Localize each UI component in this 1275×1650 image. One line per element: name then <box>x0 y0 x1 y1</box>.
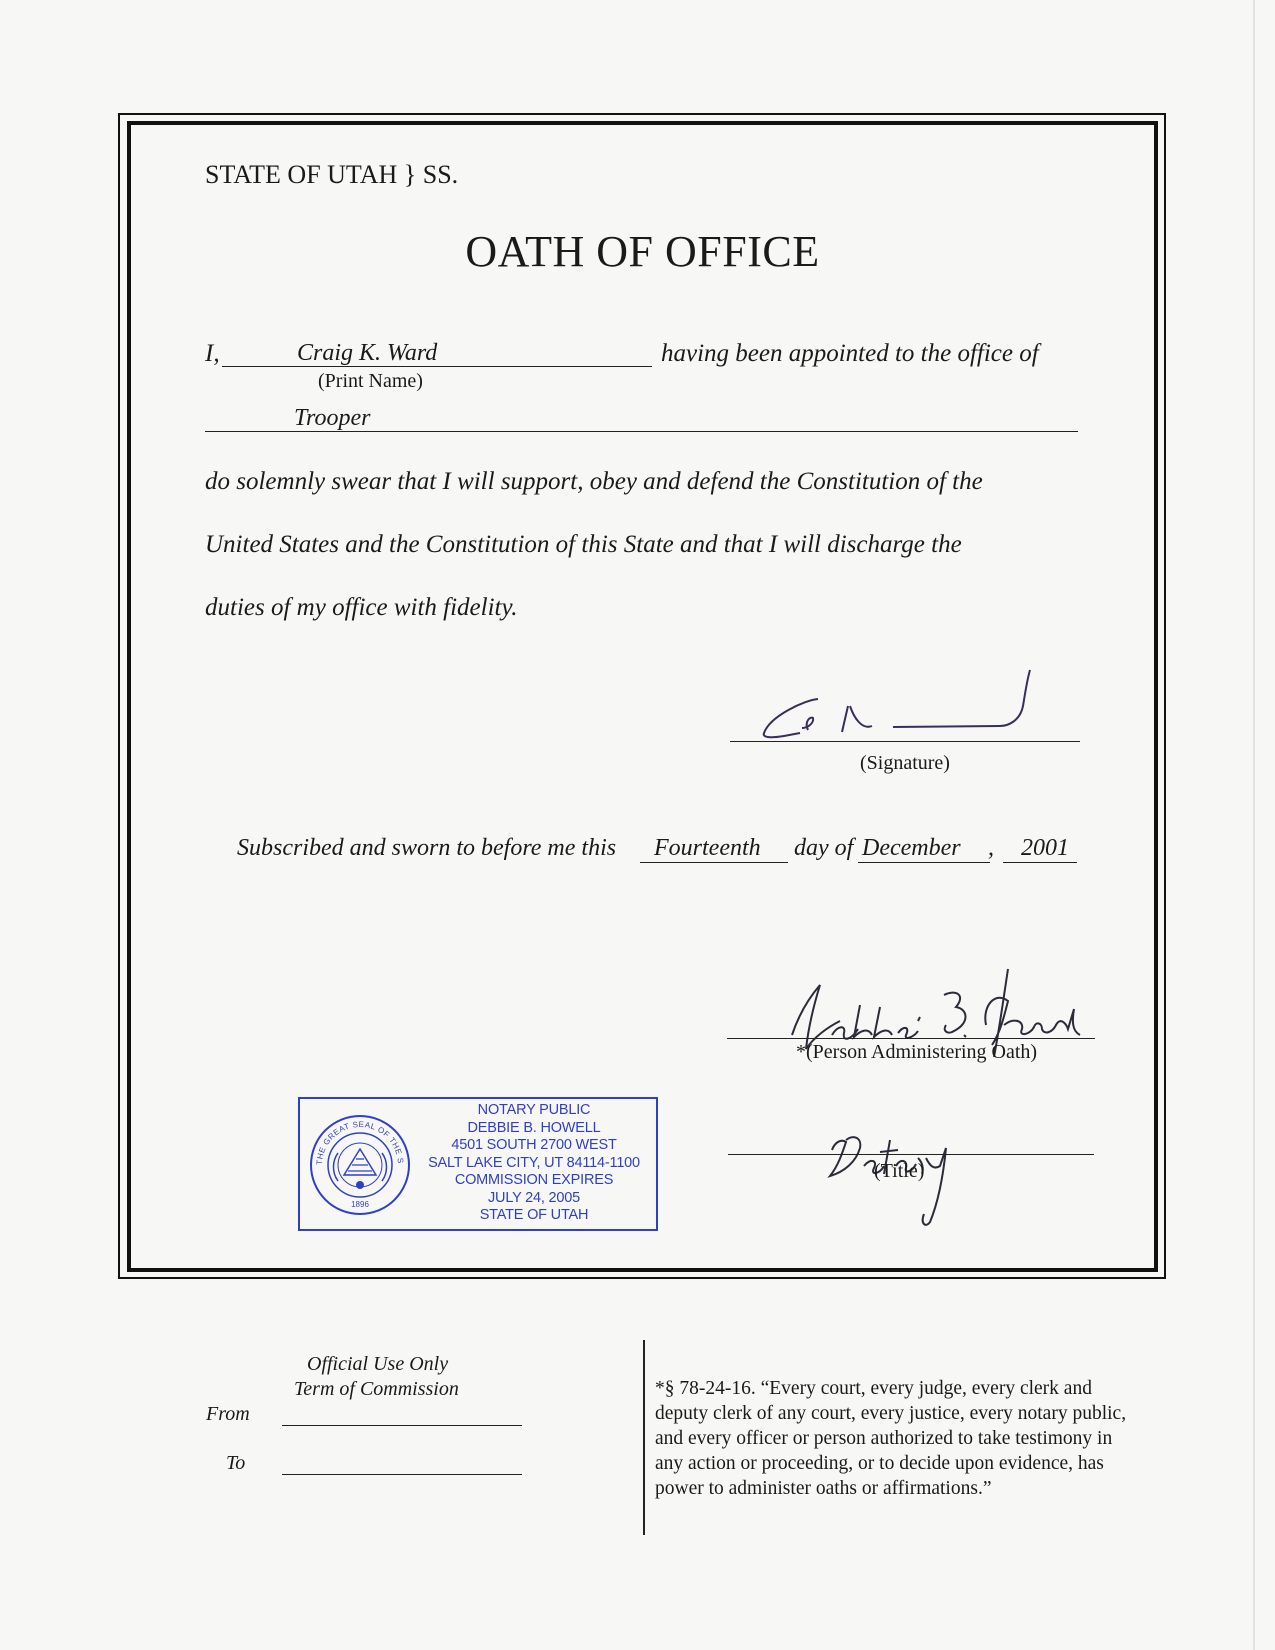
from-label: From <box>206 1403 250 1425</box>
day-value: Fourteenth <box>654 835 761 861</box>
year-line <box>1003 862 1077 863</box>
section-divider <box>643 1340 645 1535</box>
stamp-line: JULY 24, 2005 <box>488 1189 580 1206</box>
official-use-heading: Official Use Only <box>307 1353 449 1375</box>
print-name-label: (Print Name) <box>318 370 423 392</box>
term-of-commission-heading: Term of Commission <box>294 1378 459 1400</box>
stamp-line: SALT LAKE CITY, UT 84114-1100 <box>428 1154 640 1171</box>
oath-line-3: duties of my office with fidelity. <box>205 594 518 621</box>
oath-taker-signature <box>750 666 1050 746</box>
month-line <box>858 862 990 863</box>
stamp-line: STATE OF UTAH <box>479 1207 589 1223</box>
signature-label: (Signature) <box>860 752 950 774</box>
day-line <box>640 862 788 863</box>
title-label: (Title) <box>874 1160 925 1182</box>
to-label: To <box>226 1452 246 1474</box>
signature-line <box>730 741 1080 742</box>
sworn-prefix: Subscribed and sworn to before me this <box>237 835 617 861</box>
stamp-line: DEBBIE B. HOWELL <box>467 1119 601 1136</box>
seal-text: THE GREAT SEAL OF THE S <box>314 1119 406 1166</box>
stamp-line: 4501 SOUTH 2700 WEST <box>451 1137 617 1153</box>
comma: , <box>988 835 994 861</box>
state-venue: STATE OF UTAH } SS. <box>205 160 459 189</box>
stamp-line: COMMISSION EXPIRES <box>454 1172 614 1188</box>
appointed-text: having been appointed to the office of <box>661 340 1039 367</box>
title-line <box>728 1154 1094 1155</box>
administrator-label: *(Person Administering Oath) <box>796 1041 1038 1063</box>
month-value: December <box>862 835 961 861</box>
day-of-text: day of <box>794 835 854 861</box>
print-name-value: Craig K. Ward <box>297 340 438 366</box>
to-field <box>282 1474 522 1475</box>
from-field <box>282 1425 522 1426</box>
administrator-line <box>727 1038 1095 1039</box>
stamp-line: NOTARY PUBLIC <box>477 1102 591 1118</box>
statute-footnote: *§ 78-24-16. “Every court, every judge, every clerk and deputy clerk of any court, every justice, every notary public, and every officer or person authorized to take testimony in any action or proceeding, or to decide upon evidence, has power to administer oaths or affirmations.” <box>655 1378 1127 1499</box>
i-prefix: I, <box>205 340 220 367</box>
notary-stamp <box>298 1097 658 1231</box>
office-value: Trooper <box>294 405 371 431</box>
stamp-text <box>412 1102 656 1225</box>
seal-year: 1896 <box>351 1200 369 1209</box>
oath-line-1: do solemnly swear that I will support, obey and defend the Constitution of the <box>205 468 983 495</box>
year-value: 2001 <box>1021 835 1069 861</box>
document-title: OATH OF OFFICE <box>465 227 820 276</box>
oath-line-2: United States and the Constitution of this State and that I will discharge the <box>205 531 962 558</box>
state-seal-icon <box>308 1113 412 1222</box>
